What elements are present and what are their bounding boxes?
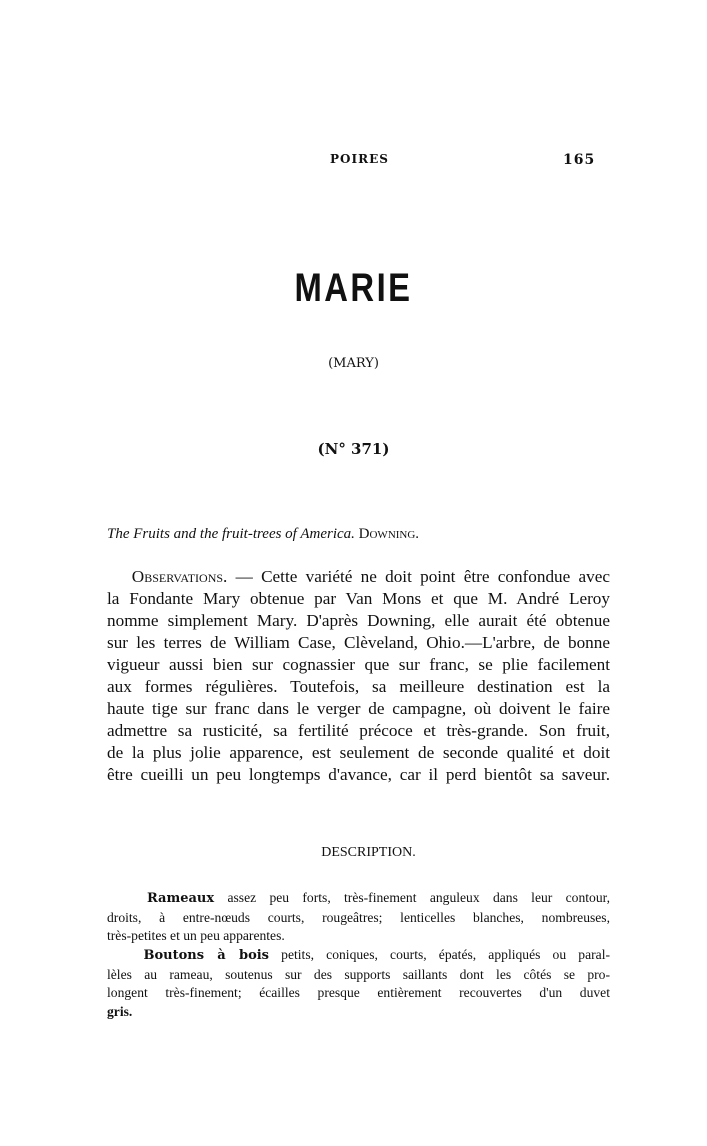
entry-term: Boutons à bois xyxy=(143,948,270,963)
description-entry-boutons xyxy=(107,946,610,1021)
text-line: gris. xyxy=(107,1003,133,1019)
text-line: admettre sa rusticité, sa fertilité précoce et très-grande. Son fruit, xyxy=(107,721,610,740)
text-line: vigueur aussi bien sur cognassier que sur franc, se plie facilement xyxy=(107,655,610,674)
text-line: sur les terres de William Case, Clèveland, Ohio.—L'arbre, de bonne xyxy=(107,633,610,652)
running-title: POIRES xyxy=(330,152,389,166)
text-line: droits, à entre-nœuds courts, rougeâtres; lenticelles blanches, nombreuses, xyxy=(107,909,610,925)
observations-paragraph xyxy=(107,566,610,786)
text-line: de la plus jolie apparence, est seulement de seconde qualité et doit xyxy=(107,743,610,762)
variety-synonym: (MARY) xyxy=(328,356,379,371)
text-line xyxy=(107,946,610,966)
text-line-content: petits, coniques, courts, épatés, appliqués ou paral- xyxy=(281,947,610,962)
citation-author: Downing. xyxy=(358,526,420,542)
text-line: lèles au rameau, soutenus sur des supports saillants dont les côtés se pro- xyxy=(107,966,610,982)
description-entry-rameaux xyxy=(107,889,610,946)
text-line: haute tige sur franc dans le verger de campagne, où doivent le faire xyxy=(107,699,610,718)
citation-work: The Fruits and the fruit-trees of America. xyxy=(107,526,355,542)
text-line: très-petites et un peu apparentes. xyxy=(107,928,285,943)
text-line: longent très-finement; écailles presque entièrement recouvertes d'un duvet xyxy=(107,985,610,1000)
text-line xyxy=(107,889,610,909)
text-line-content: — Cette variété ne doit point être confondue avec xyxy=(235,567,611,586)
text-line xyxy=(107,566,610,588)
text-line: être cueilli un peu longtemps d'avance, car il perd bientôt sa saveur. xyxy=(107,765,610,784)
page-number: 165 xyxy=(563,152,596,168)
description-heading: DESCRIPTION. xyxy=(321,845,416,860)
variety-number: (N° 371) xyxy=(317,440,390,458)
text-line-content: assez peu forts, très-finement anguleux dans leur contour, xyxy=(227,890,611,905)
variety-title: MARIE xyxy=(294,266,413,310)
entry-term: Rameaux xyxy=(146,891,215,906)
text-line: nomme simplement Mary. D'après Downing, elle aurait été obtenue xyxy=(107,611,610,630)
observations-label: Observations. xyxy=(131,567,228,586)
text-line: aux formes régulières. Toutefois, sa meilleure destination est la xyxy=(107,677,610,696)
citation xyxy=(107,526,419,543)
text-line: la Fondante Mary obtenue par Van Mons et que M. André Leroy xyxy=(107,589,610,608)
